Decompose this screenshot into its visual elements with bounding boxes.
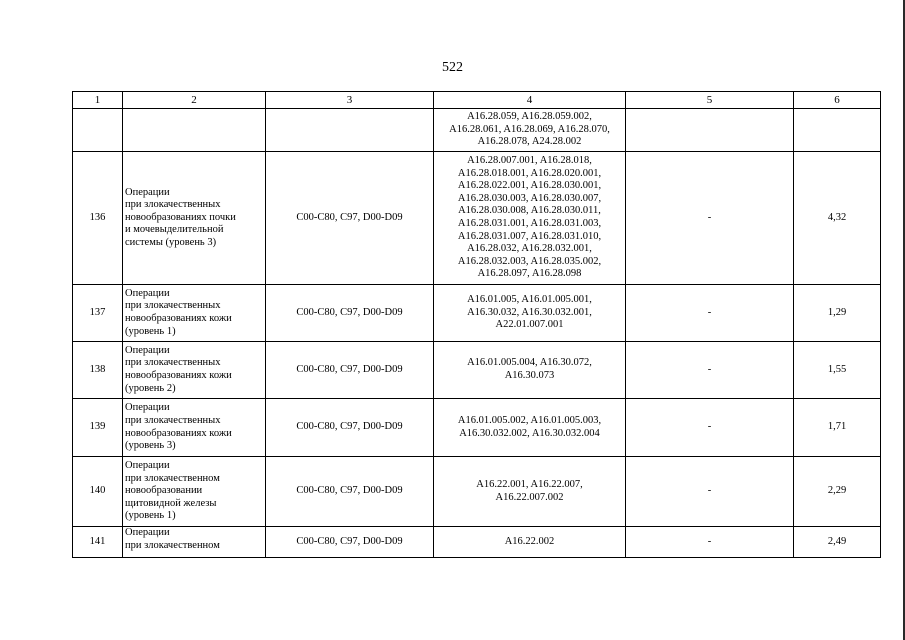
header-row (73, 92, 881, 109)
page-number: 522 (442, 60, 463, 75)
diagnosis-codes-cell: C00-C80, C97, D00-D09 (266, 399, 434, 457)
procedure-codes-line: A16.28.078, A24.28.002 (477, 136, 582, 148)
diagnosis-codes-cell: C00-C80, C97, D00-D09 (266, 527, 434, 558)
procedure-codes-line: A16.30.032.002, A16.30.032.004 (459, 427, 600, 439)
procedure-codes-line: A16.01.005, A16.01.005.001, (467, 294, 592, 306)
coefficient-cell: 1,71 (794, 399, 881, 457)
operation-name-cell (123, 109, 266, 152)
procedure-codes-cell (434, 285, 626, 342)
coefficient-cell: 1,55 (794, 342, 881, 399)
procedure-codes-line: A16.01.005.002, A16.01.005.003, (457, 414, 602, 426)
operation-name-line: (уровень 3) (125, 440, 176, 452)
procedure-codes-cell (434, 527, 626, 558)
operation-name-line: при злокачественных (125, 199, 221, 211)
tariff-table (72, 91, 881, 558)
procedure-codes-line: A16.30.073 (504, 370, 555, 381)
procedure-codes-line: A16.22.002 (504, 535, 555, 547)
extra-criteria-cell: - (626, 399, 794, 457)
diagnosis-codes-cell (266, 109, 434, 152)
procedure-codes-line: A16.28.022.001, A16.28.030.001, (457, 180, 602, 192)
procedure-codes-cell (434, 152, 626, 285)
operation-name-line: Операции (125, 527, 170, 538)
header-cell: 3 (266, 92, 434, 109)
operation-name-line: щитовидной железы (125, 497, 217, 509)
header-cell: 4 (434, 92, 626, 109)
coefficient-cell (794, 109, 881, 152)
operation-name-line: (уровень 1) (125, 325, 176, 337)
operation-name-line: при злокачественных (125, 300, 221, 312)
procedure-codes-line: A16.01.005.004, A16.30.072, (467, 357, 592, 369)
operation-name-line: Операции (125, 186, 170, 198)
procedure-codes-line: A22.01.007.001 (495, 319, 564, 331)
row-number-cell: 139 (73, 399, 123, 457)
operation-name-line: новообразованиях кожи (125, 313, 232, 324)
procedure-codes-line: A16.22.001, A16.22.007, (476, 478, 583, 490)
coefficient-cell: 2,49 (794, 527, 881, 558)
operation-name-line: Операции (125, 344, 170, 356)
operation-name-line: новообразовании (125, 485, 203, 497)
operation-name-cell (123, 342, 266, 399)
table-row (73, 285, 881, 342)
extra-criteria-cell: - (626, 152, 794, 285)
header-cell: 5 (626, 92, 794, 109)
procedure-codes-cell (434, 342, 626, 399)
row-number-cell: 138 (73, 342, 123, 399)
diagnosis-codes-cell: C00-C80, C97, D00-D09 (266, 285, 434, 342)
diagnosis-codes-cell: C00-C80, C97, D00-D09 (266, 342, 434, 399)
extra-criteria-cell: - (626, 285, 794, 342)
procedure-codes-line: A16.28.061, A16.28.069, A16.28.070, (449, 123, 610, 135)
extra-criteria-cell: - (626, 457, 794, 527)
operation-name-cell (123, 285, 266, 342)
row-number-cell (73, 109, 123, 152)
table-row (73, 109, 881, 152)
operation-name-cell (123, 527, 266, 558)
operation-name-cell (123, 399, 266, 457)
operation-name-line: Операции (125, 287, 170, 299)
operation-name-line: при злокачественных (125, 357, 221, 369)
table-row (73, 399, 881, 457)
row-number-cell: 136 (73, 152, 123, 285)
coefficient-cell: 2,29 (794, 457, 881, 527)
table-row (73, 527, 881, 558)
procedure-codes-cell (434, 399, 626, 457)
operation-name-line: Операции (125, 460, 170, 472)
procedure-codes-line: A16.28.031.007, A16.28.031.010, (457, 230, 602, 242)
operation-name-line: при злокачественных (125, 414, 221, 426)
extra-criteria-cell: - (626, 342, 794, 399)
operation-name-cell (123, 152, 266, 285)
procedure-codes-line: A16.28.007.001, A16.28.018, (467, 155, 592, 167)
procedure-codes-cell (434, 457, 626, 527)
procedure-codes-line: A16.28.059, A16.28.059.002, (467, 111, 592, 123)
operation-name-line: при злокачественном (125, 472, 220, 484)
operation-name-line: (уровень 2) (125, 382, 176, 394)
procedure-codes-line: A16.28.018.001, A16.28.020.001, (457, 167, 602, 179)
extra-criteria-cell (626, 109, 794, 152)
table-row (73, 457, 881, 527)
procedure-codes-line: A16.28.097, A16.28.098 (477, 268, 582, 280)
operation-name-line: Операции (125, 402, 170, 414)
operation-name-line: при злокачественном (125, 539, 220, 551)
diagnosis-codes-cell: C00-C80, C97, D00-D09 (266, 152, 434, 285)
operation-name-line: системы (уровень 3) (125, 236, 217, 248)
operation-name-line: новообразованиях кожи (125, 370, 232, 381)
row-number-cell: 140 (73, 457, 123, 527)
table-row (73, 342, 881, 399)
operation-name-line: новообразованиях кожи (125, 427, 232, 439)
procedure-codes-cell (434, 109, 626, 152)
row-number-cell: 137 (73, 285, 123, 342)
header-cell: 1 (73, 92, 123, 109)
coefficient-cell: 1,29 (794, 285, 881, 342)
extra-criteria-cell: - (626, 527, 794, 558)
header-cell: 2 (123, 92, 266, 109)
coefficient-cell: 4,32 (794, 152, 881, 285)
procedure-codes-line: A16.28.030.008, A16.28.030.011, (458, 205, 601, 217)
operation-name-line: новообразованиях почки (125, 211, 236, 223)
procedure-codes-line: A16.30.032, A16.30.032.001, (467, 306, 592, 318)
diagnosis-codes-cell: C00-C80, C97, D00-D09 (266, 457, 434, 527)
row-number-cell: 141 (73, 527, 123, 558)
procedure-codes-line: A16.22.007.002 (495, 491, 564, 503)
header-cell: 6 (794, 92, 881, 109)
operation-name-line: и мочевыделительной (125, 224, 224, 236)
operation-name-line: (уровень 1) (125, 510, 176, 522)
procedure-codes-line: A16.28.030.003, A16.28.030.007, (457, 192, 602, 204)
procedure-codes-line: A16.28.032.003, A16.28.035.002, (457, 255, 602, 267)
procedure-codes-line: A16.28.031.001, A16.28.031.003, (457, 218, 602, 229)
table-row (73, 152, 881, 285)
procedure-codes-line: A16.28.032, A16.28.032.001, (467, 243, 592, 255)
operation-name-cell (123, 457, 266, 527)
